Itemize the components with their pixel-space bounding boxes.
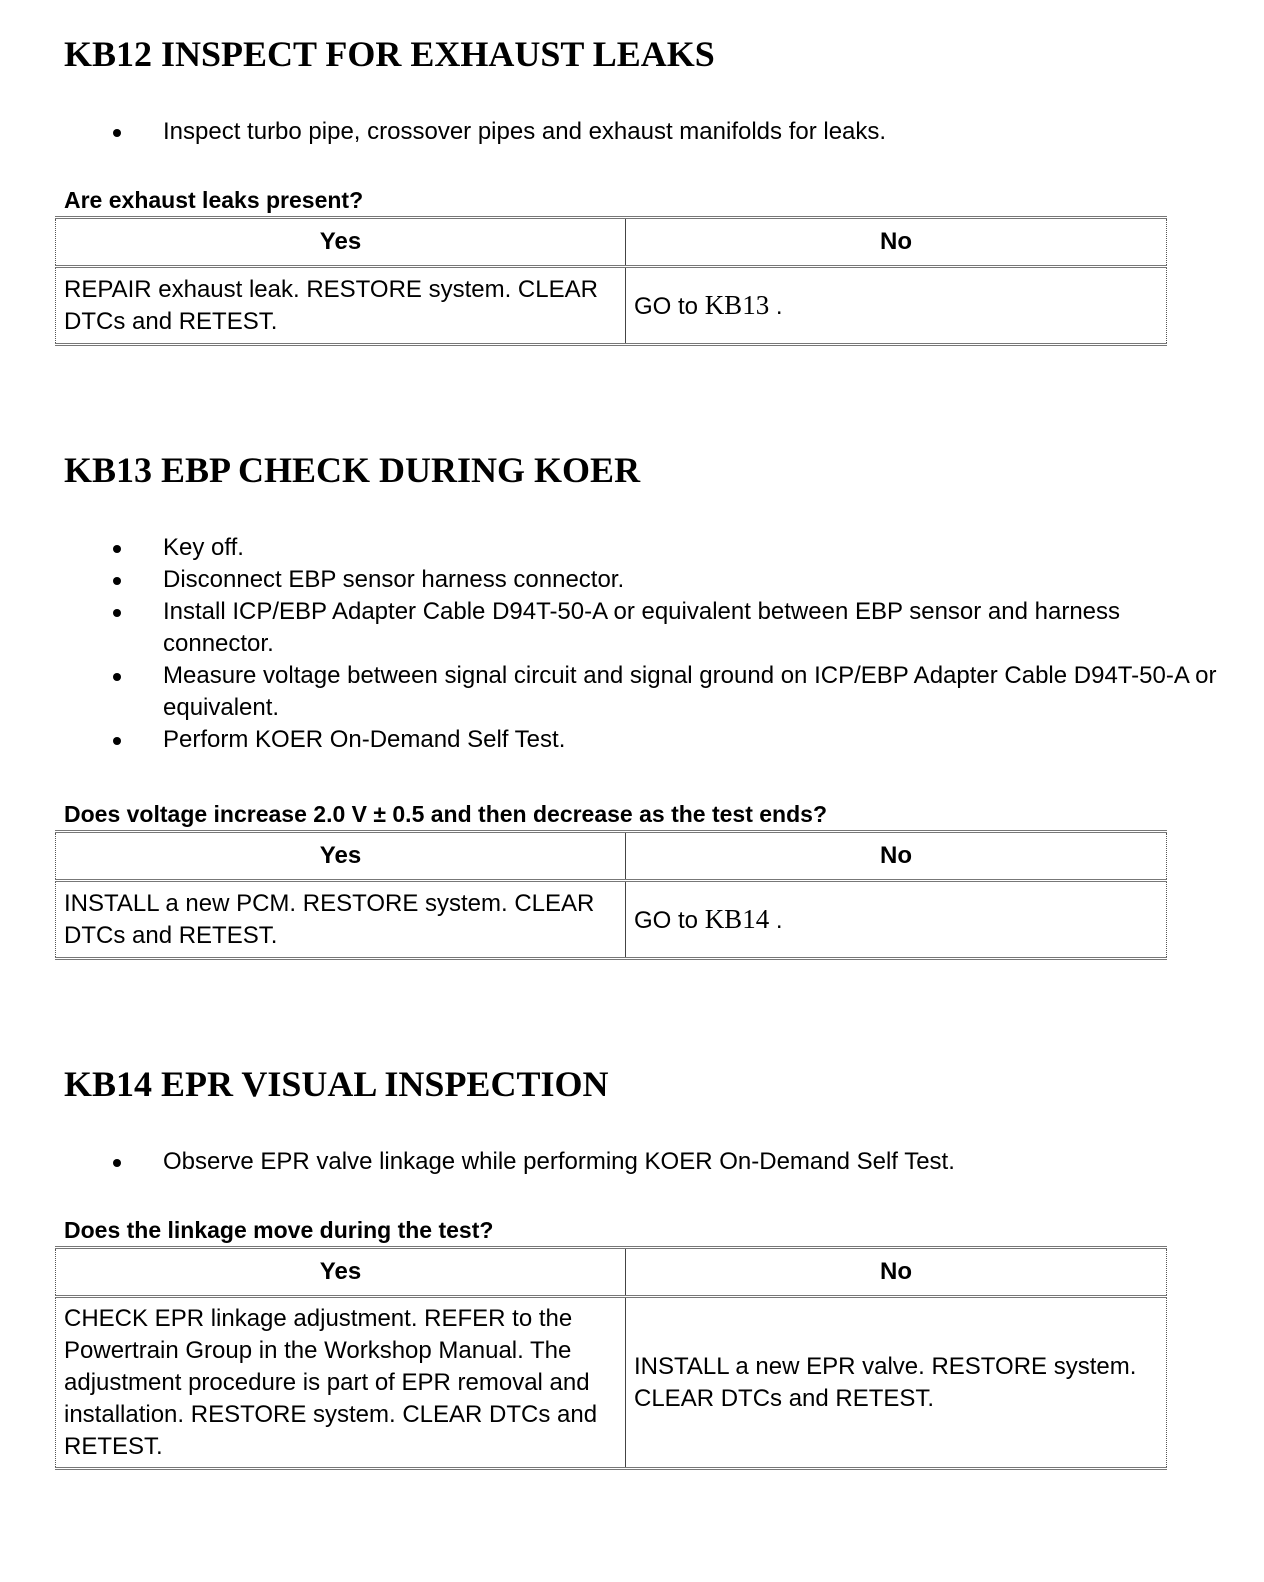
bullet-icon xyxy=(113,129,121,137)
yes-header: Yes xyxy=(56,832,626,881)
decision-table xyxy=(55,830,1167,960)
table-header-row xyxy=(56,218,1167,267)
bullet-icon xyxy=(113,1159,121,1167)
step-text: Observe EPR valve linkage while performing KOER On-Demand Self Test. xyxy=(163,1148,955,1175)
step-list xyxy=(0,116,1223,148)
no-action: INSTALL a new EPR valve. RESTORE system. CLEAR DTCs and RETEST. xyxy=(634,1352,1137,1412)
table-row xyxy=(56,1297,1167,1469)
no-action-prefix: GO to xyxy=(634,906,705,934)
step-list xyxy=(0,1146,1223,1178)
step-list xyxy=(0,532,1223,756)
step-text: Perform KOER On-Demand Self Test. xyxy=(163,726,566,753)
table-row xyxy=(56,267,1167,345)
step-text: Key off. xyxy=(163,534,244,561)
decision-table xyxy=(55,1246,1167,1470)
no-header: No xyxy=(626,1248,1167,1297)
step-item xyxy=(0,724,1223,756)
no-action-suffix: . xyxy=(769,906,783,934)
goto-kb14-link[interactable]: KB14 xyxy=(704,903,770,934)
yes-action: REPAIR exhaust leak. RESTORE system. CLEAR DTCs and RETEST. xyxy=(56,267,626,345)
decision-table xyxy=(55,216,1167,346)
step-item xyxy=(0,532,1223,564)
decision-question: Does voltage increase 2.0 V ± 0.5 and then decrease as the test ends? xyxy=(64,801,827,827)
section-heading: KB12 INSPECT FOR EXHAUST LEAKS xyxy=(64,34,715,74)
goto-kb13-link[interactable]: KB13 xyxy=(704,289,770,320)
yes-action: INSTALL a new PCM. RESTORE system. CLEAR DTCs and RETEST. xyxy=(56,881,626,959)
bullet-icon xyxy=(113,673,121,681)
yes-header: Yes xyxy=(56,1248,626,1297)
no-header: No xyxy=(626,218,1167,267)
step-item xyxy=(0,1146,1223,1178)
no-action xyxy=(626,267,1167,345)
yes-header: Yes xyxy=(56,218,626,267)
decision-question: Does the linkage move during the test? xyxy=(64,1217,494,1243)
step-item xyxy=(0,564,1223,596)
bullet-icon xyxy=(113,609,121,617)
decision-question: Are exhaust leaks present? xyxy=(64,187,364,213)
step-item xyxy=(0,660,1223,724)
no-action xyxy=(626,881,1167,959)
bullet-icon xyxy=(113,737,121,745)
step-text: Disconnect EBP sensor harness connector. xyxy=(163,566,625,593)
bullet-icon xyxy=(113,545,121,553)
step-text: Measure voltage between signal circuit and signal ground on ICP/EBP Adapter Cable D94T-50-A or equivalent. xyxy=(163,662,1217,721)
section-heading: KB14 EPR VISUAL INSPECTION xyxy=(64,1064,609,1104)
table-header-row xyxy=(56,832,1167,881)
no-header: No xyxy=(626,832,1167,881)
no-action-suffix: . xyxy=(769,292,783,320)
section-heading: KB13 EBP CHECK DURING KOER xyxy=(64,450,641,490)
step-text: Install ICP/EBP Adapter Cable D94T-50-A or equivalent between EBP sensor and harness connector. xyxy=(163,598,1121,657)
step-text: Inspect turbo pipe, crossover pipes and exhaust manifolds for leaks. xyxy=(163,118,887,145)
bullet-icon xyxy=(113,577,121,585)
no-action-prefix: GO to xyxy=(634,292,705,320)
step-item xyxy=(0,116,1223,148)
table-row xyxy=(56,881,1167,959)
step-item xyxy=(0,596,1223,660)
table-header-row xyxy=(56,1248,1167,1297)
yes-action: CHECK EPR linkage adjustment. REFER to the Powertrain Group in the Workshop Manual. The adjustment procedure is part of EPR removal and installation. RESTORE system. CLEAR DTCs and RETEST. xyxy=(56,1297,626,1469)
